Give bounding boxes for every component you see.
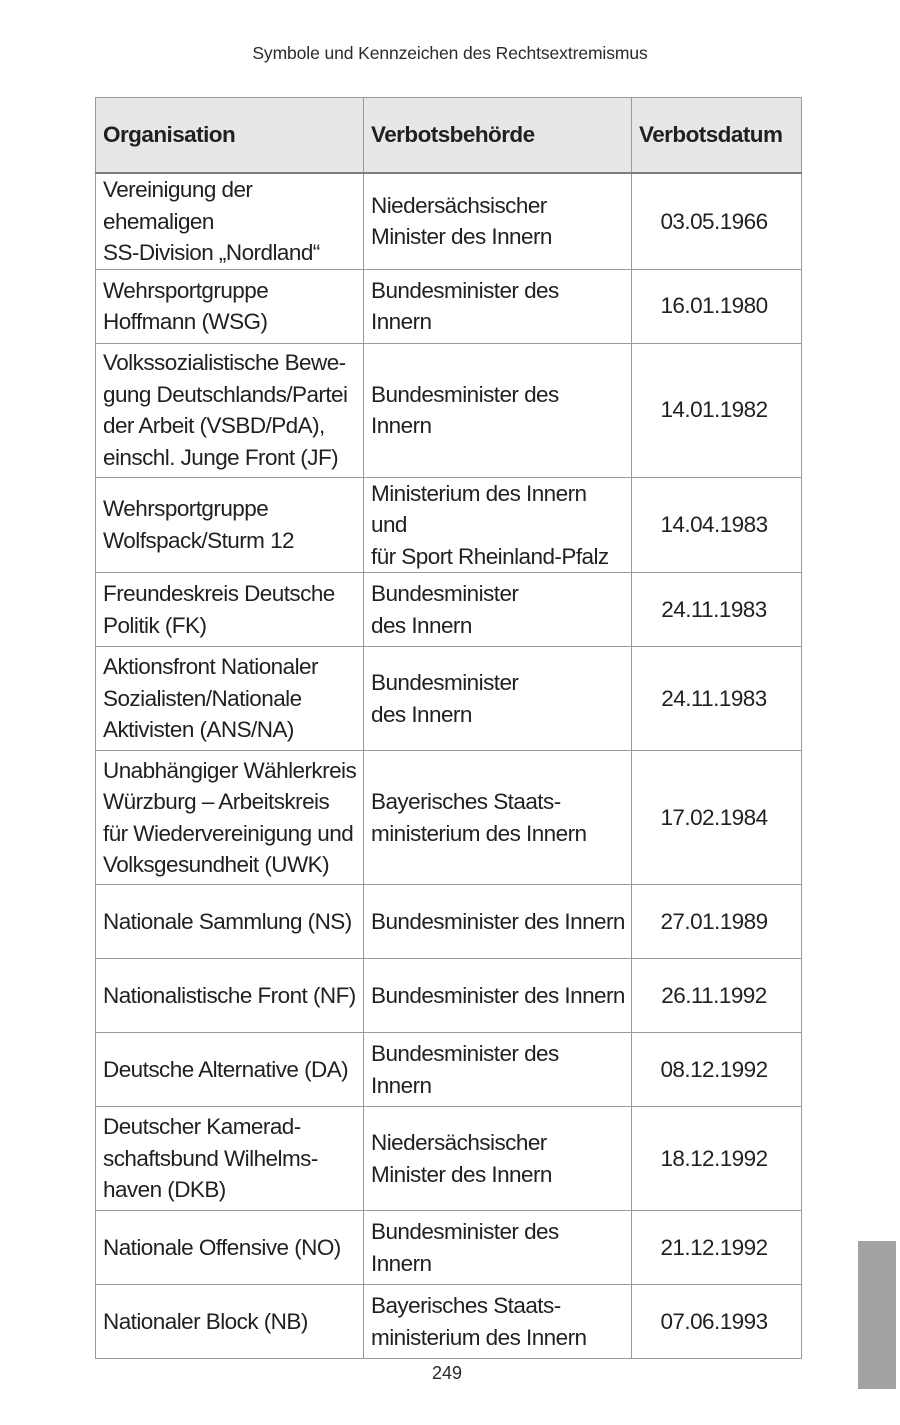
table-row <box>96 477 802 573</box>
table-row <box>96 885 802 959</box>
cell-authority: Bundesminister des Innern <box>364 1033 632 1107</box>
cell-date: 17.02.1984 <box>632 751 802 885</box>
table-row <box>96 751 802 885</box>
cell-date: 26.11.1992 <box>632 959 802 1033</box>
table-row <box>96 343 802 477</box>
table-row <box>96 173 802 269</box>
table-row <box>96 647 802 751</box>
cell-organisation: Nationale Offensive (NO) <box>96 1211 364 1285</box>
running-head: Symbole und Kennzeichen des Rechtsextremismus <box>252 43 648 63</box>
header-authority: Verbotsbehörde <box>364 98 632 174</box>
cell-authority: Bundesminister des Innern <box>364 1211 632 1285</box>
table-row <box>96 1107 802 1211</box>
cell-organisation: Nationalistische Front (NF) <box>96 959 364 1033</box>
cell-organisation: Deutscher Kamerad- schaftsbund Wilhelms- haven (DKB) <box>96 1107 364 1211</box>
table-row <box>96 1033 802 1107</box>
cell-date: 24.11.1983 <box>632 647 802 751</box>
table-row <box>96 269 802 343</box>
cell-authority: Ministerium des Innern und für Sport Rheinland-Pfalz <box>364 477 632 573</box>
cell-organisation: Unabhängiger Wählerkreis Würzburg – Arbeitskreis für Wiedervereinigung und Volksgesundheit (UWK) <box>96 751 364 885</box>
cell-date: 24.11.1983 <box>632 573 802 647</box>
thumb-index-tab <box>858 1241 896 1389</box>
cell-date: 21.12.1992 <box>632 1211 802 1285</box>
cell-organisation: Deutsche Alternative (DA) <box>96 1033 364 1107</box>
table-header <box>96 98 802 174</box>
cell-organisation: Aktionsfront Nationaler Sozialisten/Nationale Aktivisten (ANS/NA) <box>96 647 364 751</box>
cell-organisation: Wehrsportgruppe Wolfspack/Sturm 12 <box>96 477 364 573</box>
cell-authority: Bayerisches Staats- ministerium des Innern <box>364 1285 632 1359</box>
cell-organisation: Nationaler Block (NB) <box>96 1285 364 1359</box>
cell-authority: Bundesminister des Innern <box>364 885 632 959</box>
cell-authority: Bundesminister des Innern <box>364 647 632 751</box>
cell-authority: Bundesminister des Innern <box>364 573 632 647</box>
cell-authority: Bundesminister des Innern <box>364 959 632 1033</box>
table-row <box>96 1285 802 1359</box>
cell-organisation: Nationale Sammlung (NS) <box>96 885 364 959</box>
ban-table <box>95 97 802 1359</box>
cell-date: 14.04.1983 <box>632 477 802 573</box>
cell-date: 07.06.1993 <box>632 1285 802 1359</box>
table-body <box>96 173 802 1359</box>
table-row <box>96 959 802 1033</box>
cell-date: 27.01.1989 <box>632 885 802 959</box>
cell-date: 16.01.1980 <box>632 269 802 343</box>
cell-date: 08.12.1992 <box>632 1033 802 1107</box>
cell-date: 14.01.1982 <box>632 343 802 477</box>
cell-organisation: Vereinigung der ehemaligen SS-Division „Nordland“ <box>96 173 364 269</box>
table-row <box>96 573 802 647</box>
header-row <box>96 98 802 174</box>
page-number: 249 <box>431 1363 463 1383</box>
cell-authority: Bundesminister des Innern <box>364 343 632 477</box>
table-row <box>96 1211 802 1285</box>
cell-date: 18.12.1992 <box>632 1107 802 1211</box>
cell-organisation: Volkssozialistische Bewe- gung Deutschlands/Partei der Arbeit (VSBD/PdA), einschl. Junge Front (JF) <box>96 343 364 477</box>
cell-organisation: Freundeskreis Deutsche Politik (FK) <box>96 573 364 647</box>
cell-date: 03.05.1966 <box>632 173 802 269</box>
header-date: Verbotsdatum <box>632 98 802 174</box>
header-organisation: Organisation <box>96 98 364 174</box>
cell-authority: Niedersächsischer Minister des Innern <box>364 173 632 269</box>
cell-organisation: Wehrsportgruppe Hoffmann (WSG) <box>96 269 364 343</box>
cell-authority: Bundesminister des Innern <box>364 269 632 343</box>
cell-authority: Niedersächsischer Minister des Innern <box>364 1107 632 1211</box>
cell-authority: Bayerisches Staats- ministerium des Innern <box>364 751 632 885</box>
